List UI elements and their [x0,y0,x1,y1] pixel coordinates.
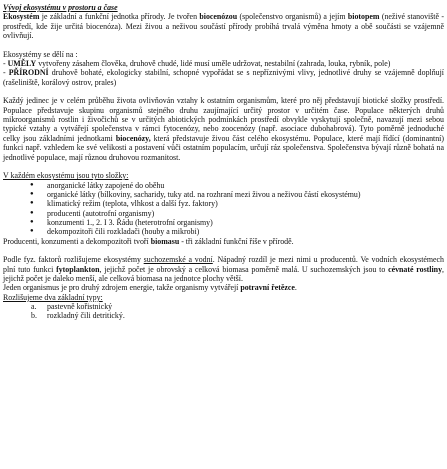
chain-types-list [3,302,444,321]
list-item: ● konzumenti 1., 2. I 3. Řádu (heterotrofní organismy) [3,218,444,227]
list-item: ● producenti (autotrofní organismy) [3,209,444,218]
list-item: b. rozkladný čili detritický. [31,311,125,321]
spacer [3,162,444,171]
list-item: ● anorganické látky zapojené do oběhu [3,181,444,190]
term-phytoplankton: fytoplankton [56,264,100,274]
ecosystem-types-intro: Ekosystémy se dělí na : [3,49,78,59]
term-ecosystem: Ekosystém [3,12,40,22]
spacer [3,246,444,255]
components-heading: V každém ekosystému jsou tyto složky: [3,171,129,181]
biomass-summary: Producenti, konzumenti a dekompozitoři tvoří biomasu - tři základní funkční říše v přírodě. [3,236,294,246]
ecosystem-type-artificial: - UMĚLY vytvořeny zásahem člověka, druhově chudé, lidé musí uměle udržovat, nestabilní (zahrada, louka, rybník, pole) [3,59,391,69]
list-item: a. pastevně kořistnický [31,302,113,311]
term-biocenosis-2: biocenózy, [115,133,151,143]
term-food-chains: potravní řetězce [240,283,295,293]
chain-types-heading: Rozlišujeme dva základní typy: [3,292,103,302]
term-biocenosis: biocenózou [199,12,238,22]
spacer [3,87,444,96]
ecosystem-type-natural: - PŘÍRODNÍ druhově bohaté, ekologicky stabilní, schopné vypořádat se s nepříznivými vlivy, jednotlivé druhy se vzájemně doplňují (rašeliniště, korálový ostrov, prales) [3,68,444,87]
list-item: ● organické látky (bílkoviny, sacharidy, tuky atd. na rozhraní mezi živou a neživou částí ekosystému) [3,190,444,199]
term-vascular-plants: cévnaté rostliny [388,264,443,274]
spacer [3,40,444,49]
paragraph-populations: Každý jedinec je v celém průběhu života ovlivňován vztahy k ostatním organismům, které pro něj představují biotické složky prostředí. Populace představuje skupinu organismů stejného druhu zaujímající určitý prostor v určitém čase. Populace některých druhů mikroorganismů rostlin i živočichů se v určitých abiotických podmínkách prostředí obvykle vyskytují společně, navazují mezi sebou typické vztahy a vytvářejí společenstva v rámci fytocenózy, nebo zoocenózy (např. asociace dubohabrová). Tyto poměrně jednoduché celky jsou základními jednotkami biocenózy, která představuje živou část celého ekosystému. Populace, které mají řídící (dominantní) funkci např. vzhledem ke své velikosti a postavení vůči ostatním populacím, určují ráz společenstva. Společenstva bývají různě bohatá na jednotlivé populace, mají různou druhovou rozmanitost. [3,96,444,162]
food-chain-sentence: Jeden organismus je pro druhý zdrojem energie, takže organismy vytvářejí potravní řetězce. [3,283,297,293]
paragraph-ecosystem-definition: Ekosystém je základní a funkční jednotka přírody. Je tvořen biocenózou (společenstvo organismů) a jejím biotopem (neživé stanoviště - prostředí, kde žije určitá biocenóza). Mezi živou a neživou součástí přírody probíhá trvalá výměna hmoty a obě součásti se vzájemně ovlivňují. [3,12,444,41]
page-title: Vývoj ekosystému v prostoru a čase [3,3,118,12]
terrestrial-aquatic-underlined: suchozemské a vodní [143,255,213,265]
components-list [3,181,444,237]
paragraph-terrestrial-aquatic: Podle fyz. faktorů rozlišujeme ekosystémy suchozemské a vodní. Nápadný rozdíl je mezi nimi u producentů. Ve vodních ekosystémech plní tuto funkci fytoplankton, jejichž počet je obrovský a celková biomasa poměrně malá. U suchozemských jsou to cévnaté rostliny, jejichž počet je daleko menší, ale celková biomasa na jednotce plochy větší. [3,255,444,283]
term-biotope: biotopem [347,12,380,22]
list-item: ● klimatický režim (teplota, vlhkost a další fyz. faktory) [3,199,444,208]
term-biomass: biomasu [150,236,180,246]
list-item: ● dekompozitoři čili rozkladači (houby a mikrobi) [3,227,444,236]
